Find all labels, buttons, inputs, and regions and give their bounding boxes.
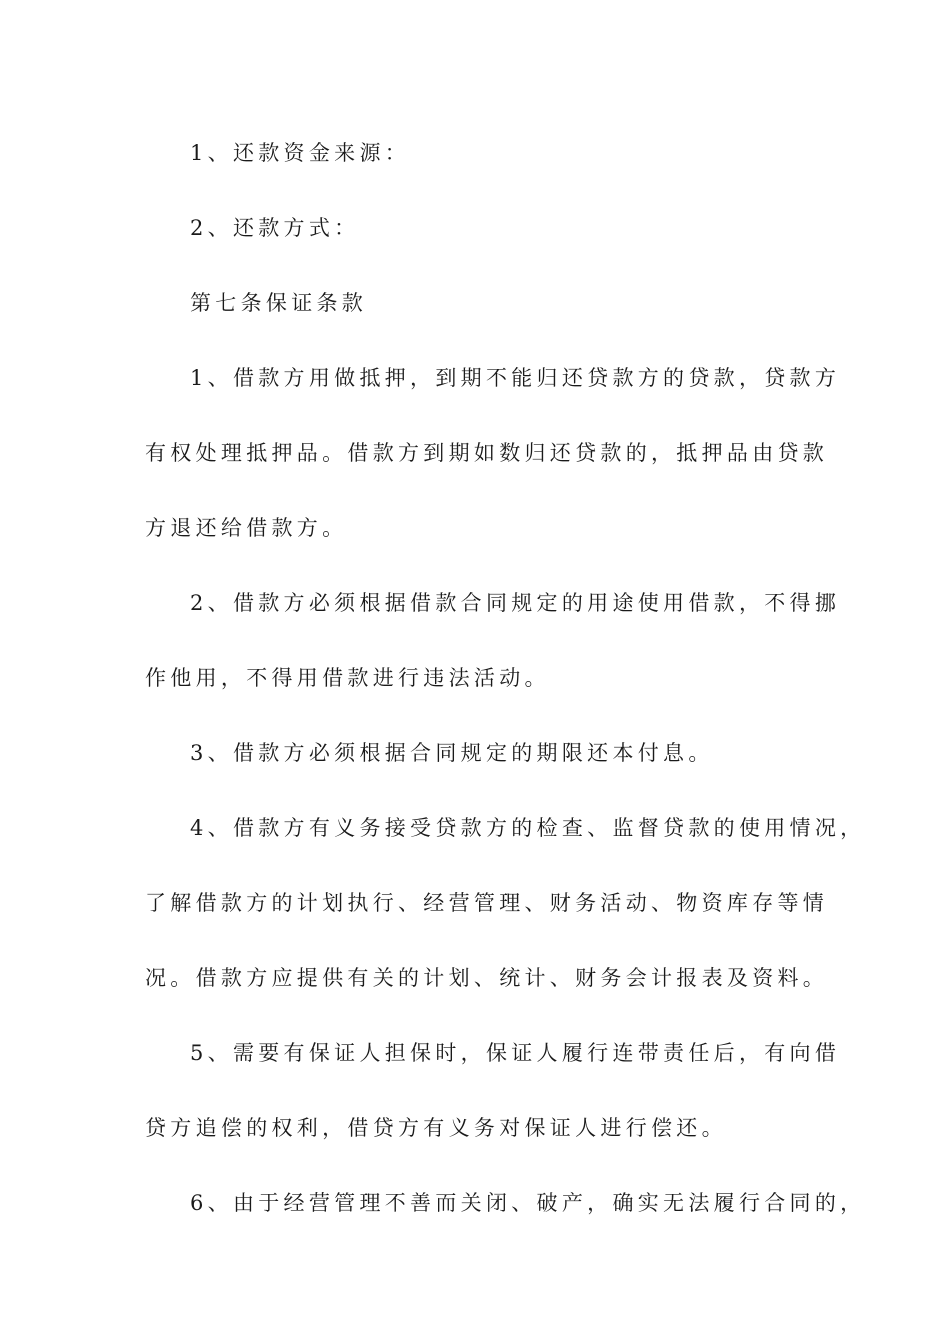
clause-repayment-method: 2、还款方式：	[190, 216, 360, 240]
paragraph-4-line-2: 了解借款方的计划执行、经营管理、财务活动、物资库存等情	[145, 891, 829, 915]
paragraph-1-line-1: 1、借款方用做抵押，到期不能归还贷款方的贷款，贷款方	[190, 366, 841, 390]
paragraph-4-line-3: 况。借款方应提供有关的计划、统计、财务会计报表及资料。	[145, 966, 829, 990]
paragraph-3-line-1: 3、借款方必须根据合同规定的期限还本付息。	[190, 741, 714, 765]
clause-repayment-source: 1、还款资金来源：	[190, 141, 411, 165]
paragraph-2-line-1: 2、借款方必须根据借款合同规定的用途使用借款，不得挪	[190, 591, 841, 615]
paragraph-2-line-2: 作他用，不得用借款进行违法活动。	[145, 666, 550, 690]
paragraph-4-line-1: 4、借款方有义务接受贷款方的检查、监督贷款的使用情况，	[190, 816, 866, 840]
paragraph-1-line-3: 方退还给借款方。	[145, 516, 348, 540]
paragraph-1-line-2: 有权处理抵押品。借款方到期如数归还贷款的，抵押品由贷款	[145, 441, 829, 465]
paragraph-5-line-1: 5、需要有保证人担保时，保证人履行连带责任后，有向借	[190, 1041, 841, 1065]
paragraph-5-line-2: 贷方追偿的权利，借贷方有义务对保证人进行偿还。	[145, 1116, 727, 1140]
paragraph-6-line-1: 6、由于经营管理不善而关闭、破产，确实无法履行合同的，	[190, 1191, 866, 1215]
section-heading-article-7: 第七条保证条款	[190, 291, 368, 315]
